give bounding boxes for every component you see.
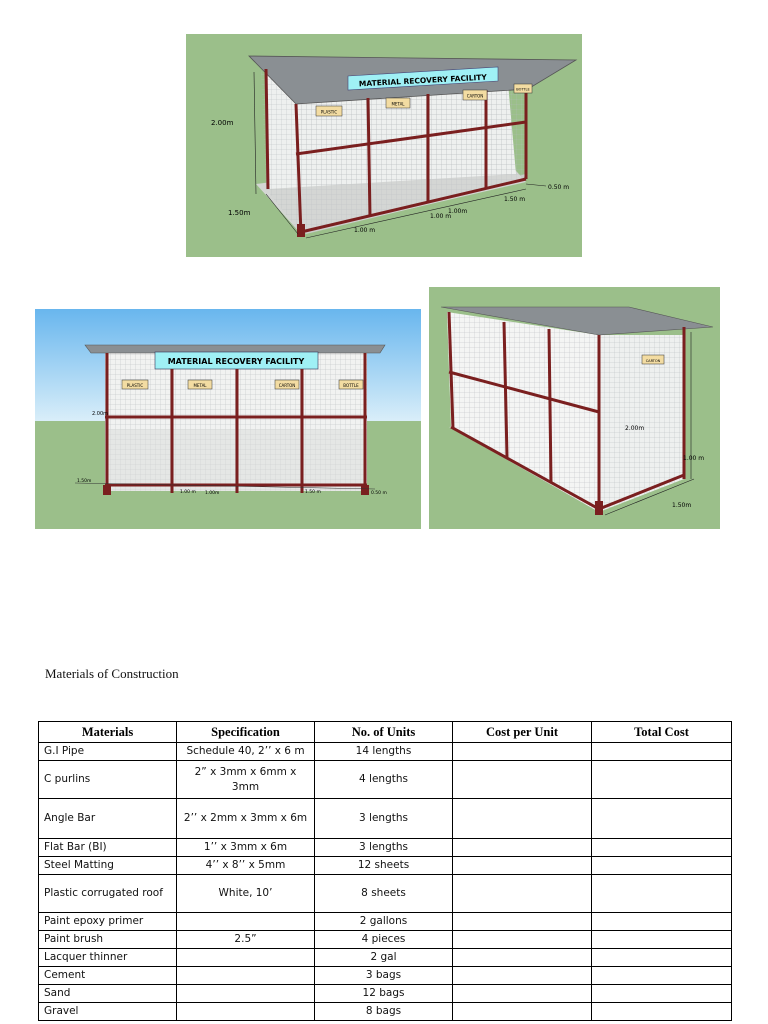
- facility-sign-text: MATERIAL RECOVERY FACILITY: [167, 357, 305, 366]
- cell-specification: [177, 1003, 315, 1021]
- cell-cost-per-unit: [453, 799, 592, 839]
- cell-specification: 2” x 3mm x 6mm x 3mm: [177, 761, 315, 799]
- cell-material: Sand: [39, 985, 177, 1003]
- cell-units: 3 lengths: [315, 839, 453, 857]
- cell-specification: 4’’ x 8’’ x 5mm: [177, 857, 315, 875]
- cell-total-cost: [592, 913, 732, 931]
- cell-total-cost: [592, 967, 732, 985]
- cell-specification: 1’’ x 3mm x 6m: [177, 839, 315, 857]
- dim-bay3-label: 1.50 m: [305, 490, 321, 495]
- table-row: [39, 949, 732, 967]
- cell-material: Steel Matting: [39, 857, 177, 875]
- dim-height-label: 2.00m: [625, 425, 645, 432]
- dim-bay2-label: 1.00 m: [430, 213, 452, 220]
- header-no-of-units: No. of Units: [315, 722, 453, 743]
- cell-cost-per-unit: [453, 985, 592, 1003]
- long-side-mesh: [447, 312, 599, 512]
- mrf-front-perspective-drawing: [186, 34, 582, 257]
- cell-cost-per-unit: [453, 761, 592, 799]
- dim-bay2-label: 1.00m: [205, 491, 220, 496]
- header-total-cost: Total Cost: [592, 722, 732, 743]
- corner-post-foot: [595, 501, 603, 515]
- cell-material: Plastic corrugated roof: [39, 875, 177, 913]
- dim-overhang-label: 0.50 m: [548, 184, 570, 191]
- header-materials: Materials: [39, 722, 177, 743]
- cell-material: Paint epoxy primer: [39, 913, 177, 931]
- right-post-foot: [361, 485, 369, 495]
- cell-units: 4 lengths: [315, 761, 453, 799]
- bin-label-carton-text: CARTON: [645, 359, 661, 363]
- table-row: [39, 1003, 732, 1021]
- bin-label-metal-text: METAL: [193, 383, 207, 388]
- end-wall-mesh: [599, 335, 684, 512]
- mrf-front-perspective-figure: [186, 34, 582, 257]
- table-row: [39, 857, 732, 875]
- dim-depth-label: 1.50m: [228, 209, 251, 217]
- dim-bay3-label: 1.00m: [448, 208, 468, 215]
- cell-specification: [177, 949, 315, 967]
- table-row: [39, 743, 732, 761]
- bin-label-bottle-text: BOTTLE: [343, 383, 359, 388]
- facility-sign-text: MATERIAL RECOVERY FACILITY: [358, 72, 488, 89]
- cell-units: 2 gal: [315, 949, 453, 967]
- cell-units: 2 gallons: [315, 913, 453, 931]
- bin-label-plastic-text: PLASTIC: [320, 109, 338, 115]
- cell-total-cost: [592, 1003, 732, 1021]
- table-row: [39, 761, 732, 799]
- cell-cost-per-unit: [453, 931, 592, 949]
- front-left-post-foot: [297, 224, 305, 237]
- cell-units: 8 sheets: [315, 875, 453, 913]
- cell-specification: [177, 985, 315, 1003]
- materials-heading: Materials of Construction: [45, 666, 179, 681]
- table-row: [39, 931, 732, 949]
- bin-label-carton-text: CARTON: [278, 383, 296, 388]
- cell-material: Paint brush: [39, 931, 177, 949]
- dim-height-label: 2.00m: [211, 119, 234, 127]
- cell-units: 3 lengths: [315, 799, 453, 839]
- table-row: [39, 875, 732, 913]
- table-row: [39, 985, 732, 1003]
- cell-material: Flat Bar (BI): [39, 839, 177, 857]
- cell-total-cost: [592, 931, 732, 949]
- mrf-side-perspective-figure: [429, 287, 720, 529]
- cell-total-cost: [592, 743, 732, 761]
- cell-cost-per-unit: [453, 839, 592, 857]
- table-row: [39, 799, 732, 839]
- cell-cost-per-unit: [453, 967, 592, 985]
- cell-total-cost: [592, 761, 732, 799]
- cell-material: Lacquer thinner: [39, 949, 177, 967]
- cell-total-cost: [592, 857, 732, 875]
- dim-height-label: 2.00m: [92, 411, 109, 417]
- table-row: [39, 839, 732, 857]
- cell-material: C purlins: [39, 761, 177, 799]
- cell-cost-per-unit: [453, 743, 592, 761]
- cell-specification: Schedule 40, 2’’ x 6 m: [177, 743, 315, 761]
- dim-bay1-label: 1.00 m: [180, 490, 196, 495]
- materials-table: [38, 721, 732, 1021]
- bin-label-plastic-text: PLASTIC: [126, 383, 144, 388]
- cell-total-cost: [592, 949, 732, 967]
- table-row: [39, 967, 732, 985]
- cell-material: Cement: [39, 967, 177, 985]
- cell-material: Gravel: [39, 1003, 177, 1021]
- cell-specification: White, 10’: [177, 875, 315, 913]
- cell-cost-per-unit: [453, 913, 592, 931]
- dim-depth-label: 1.50m: [77, 479, 92, 484]
- cell-units: 3 bags: [315, 967, 453, 985]
- dim-length-label: 1.50m: [672, 502, 692, 509]
- mrf-front-elevation-figure: [35, 309, 421, 529]
- cell-units: 14 lengths: [315, 743, 453, 761]
- cell-total-cost: [592, 875, 732, 913]
- cell-cost-per-unit: [453, 949, 592, 967]
- cell-units: 12 bags: [315, 985, 453, 1003]
- table-header-row: [39, 722, 732, 743]
- cell-cost-per-unit: [453, 1003, 592, 1021]
- dim-width-label: 1.00 m: [683, 455, 705, 462]
- bin-label-metal-text: METAL: [391, 101, 405, 107]
- cell-specification: [177, 967, 315, 985]
- cell-units: 12 sheets: [315, 857, 453, 875]
- cell-total-cost: [592, 799, 732, 839]
- cell-specification: 2’’ x 2mm x 3mm x 6m: [177, 799, 315, 839]
- bin-label-carton-text: CARTON: [466, 93, 484, 99]
- header-cost-per-unit: Cost per Unit: [453, 722, 592, 743]
- left-post-foot: [103, 485, 111, 495]
- cell-cost-per-unit: [453, 875, 592, 913]
- cell-units: 4 pieces: [315, 931, 453, 949]
- cell-material: Angle Bar: [39, 799, 177, 839]
- cell-units: 8 bags: [315, 1003, 453, 1021]
- dim-bay1-label: 1.00 m: [354, 227, 376, 234]
- bin-label-bottle-text: BOTTLE: [516, 87, 530, 92]
- cell-specification: 2.5”: [177, 931, 315, 949]
- cell-specification: [177, 913, 315, 931]
- mrf-side-perspective-drawing: [429, 287, 720, 529]
- cell-material: G.I Pipe: [39, 743, 177, 761]
- cell-cost-per-unit: [453, 857, 592, 875]
- mrf-front-elevation-drawing: [35, 309, 421, 529]
- dim-overhang-label: 0.50 m: [371, 491, 387, 496]
- cell-total-cost: [592, 985, 732, 1003]
- table-row: [39, 913, 732, 931]
- cell-total-cost: [592, 839, 732, 857]
- header-specification: Specification: [177, 722, 315, 743]
- dim-bay4-label: 1.50 m: [504, 196, 526, 203]
